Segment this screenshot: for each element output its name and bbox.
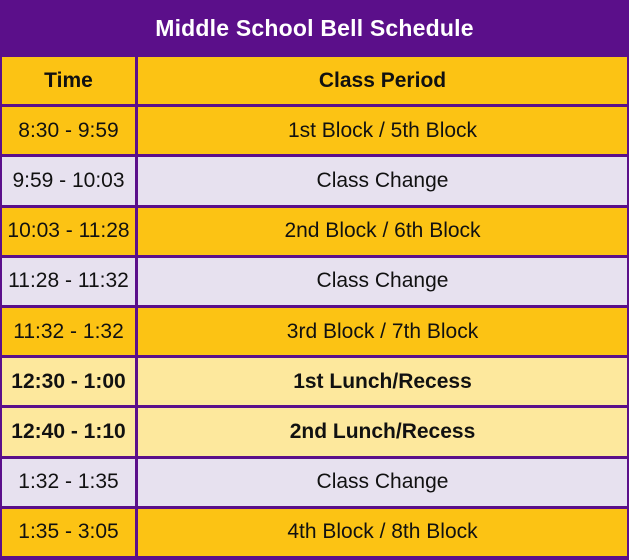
schedule-title: Middle School Bell Schedule — [155, 15, 474, 41]
row-8-time: 1:32 - 1:35 — [2, 459, 135, 506]
row-9-class-period: 4th Block / 8th Block — [138, 509, 627, 556]
row-1-time: 8:30 - 9:59 — [2, 107, 135, 154]
header-class-period: Class Period — [138, 57, 627, 104]
row-5-time: 11:32 - 1:32 — [2, 308, 135, 355]
row-6-class-period: 1st Lunch/Recess — [138, 358, 627, 405]
row-6-time: 12:30 - 1:00 — [2, 358, 135, 405]
row-5-class-period: 3rd Block / 7th Block — [138, 308, 627, 355]
row-4-time: 11:28 - 11:32 — [2, 258, 135, 305]
row-2-time: 9:59 - 10:03 — [2, 157, 135, 204]
row-1-class-period: 1st Block / 5th Block — [138, 107, 627, 154]
row-9-time: 1:35 - 3:05 — [2, 509, 135, 556]
row-7-class-period: 2nd Lunch/Recess — [138, 408, 627, 455]
row-4-class-period: Class Change — [138, 258, 627, 305]
row-3-class-period: 2nd Block / 6th Block — [138, 208, 627, 255]
row-8-class-period: Class Change — [138, 459, 627, 506]
row-7-time: 12:40 - 1:10 — [2, 408, 135, 455]
row-3-time: 10:03 - 11:28 — [2, 208, 135, 255]
header-time: Time — [2, 57, 135, 104]
schedule-grid — [2, 57, 627, 556]
row-2-class-period: Class Change — [138, 157, 627, 204]
